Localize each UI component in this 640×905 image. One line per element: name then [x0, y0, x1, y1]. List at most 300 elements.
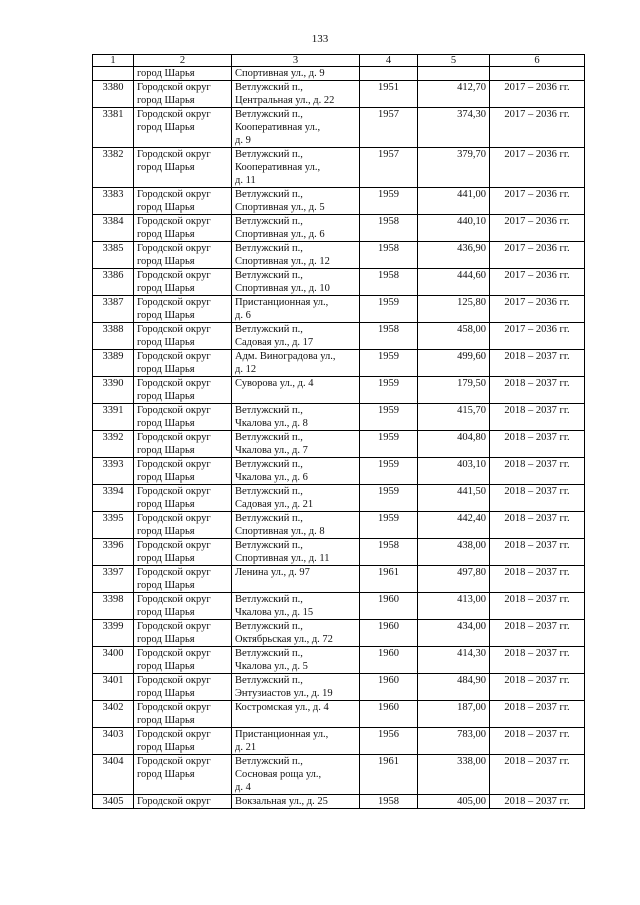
- area-cell: 187,00: [418, 701, 490, 728]
- row-number: 3405: [93, 795, 134, 809]
- table-row: [93, 795, 585, 809]
- period-cell: 2017 – 2036 гг.: [490, 108, 585, 148]
- address-cell-line: Спортивная ул., д. 11: [235, 553, 330, 564]
- period-cell: 2018 – 2037 гг.: [490, 728, 585, 755]
- row-number: 3401: [93, 674, 134, 701]
- period-cell: 2018 – 2037 гг.: [490, 539, 585, 566]
- address-cell: [232, 728, 360, 755]
- municipality-cell-line: Городской округ: [137, 324, 211, 335]
- year-cell: 1957: [360, 148, 418, 188]
- municipality-cell-line: Городской округ: [137, 621, 211, 632]
- address-cell-line: Октябрьская ул., д. 72: [235, 634, 333, 645]
- address-cell-line: Ветлужский п.,: [235, 540, 303, 551]
- address-cell-line: Спортивная ул., д. 9: [235, 68, 325, 79]
- municipality-cell: [134, 323, 232, 350]
- area-cell: 338,00: [418, 755, 490, 795]
- municipality-cell-line: Городской округ: [137, 405, 211, 416]
- municipality-cell-line: город Шарья: [137, 688, 195, 699]
- table-row: [93, 296, 585, 323]
- year-cell: 1958: [360, 795, 418, 809]
- address-cell-line: Ветлужский п.,: [235, 149, 303, 160]
- address-cell: [232, 566, 360, 593]
- area-cell: 405,00: [418, 795, 490, 809]
- address-cell-line: Костромская ул., д. 4: [235, 702, 329, 713]
- address-cell-line: Ветлужский п.,: [235, 756, 303, 767]
- municipality-cell-line: Городской округ: [137, 702, 211, 713]
- year-cell: [360, 67, 418, 81]
- table-row: [93, 728, 585, 755]
- municipality-cell-line: Городской округ: [137, 675, 211, 686]
- municipality-cell: [134, 148, 232, 188]
- table-row: [93, 215, 585, 242]
- row-number: 3384: [93, 215, 134, 242]
- row-number: 3391: [93, 404, 134, 431]
- header-cell: 1: [93, 55, 134, 67]
- address-cell-line: Ветлужский п.,: [235, 243, 303, 254]
- table-row: [93, 377, 585, 404]
- municipality-cell-line: Городской округ: [137, 540, 211, 551]
- municipality-cell: [134, 67, 232, 81]
- year-cell: 1958: [360, 269, 418, 296]
- row-number: 3397: [93, 566, 134, 593]
- municipality-cell-line: город Шарья: [137, 661, 195, 672]
- area-cell: 179,50: [418, 377, 490, 404]
- row-number: 3404: [93, 755, 134, 795]
- address-cell-line: Спортивная ул., д. 6: [235, 229, 325, 240]
- header-cell: 3: [232, 55, 360, 67]
- address-cell-line: Ветлужский п.,: [235, 486, 303, 497]
- table-row: [93, 593, 585, 620]
- area-cell: 125,80: [418, 296, 490, 323]
- municipality-cell-line: Городской округ: [137, 378, 211, 389]
- municipality-cell-line: Городской округ: [137, 189, 211, 200]
- year-cell: 1960: [360, 674, 418, 701]
- address-cell: [232, 350, 360, 377]
- year-cell: 1956: [360, 728, 418, 755]
- municipality-cell-line: Городской округ: [137, 567, 211, 578]
- address-cell-line: д. 21: [235, 742, 257, 753]
- address-cell-line: Пристанционная ул.,: [235, 729, 329, 740]
- address-cell-line: Ветлужский п.,: [235, 216, 303, 227]
- address-cell-line: Чкалова ул., д. 8: [235, 418, 308, 429]
- period-cell: 2017 – 2036 гг.: [490, 269, 585, 296]
- area-cell: 436,90: [418, 242, 490, 269]
- header-cell: 5: [418, 55, 490, 67]
- table-row: [93, 674, 585, 701]
- area-cell: 379,70: [418, 148, 490, 188]
- municipality-cell-line: Городской округ: [137, 459, 211, 470]
- address-cell-line: Ветлужский п.,: [235, 270, 303, 281]
- address-cell: [232, 67, 360, 81]
- table-row: [93, 148, 585, 188]
- header-row: [93, 55, 585, 67]
- municipality-cell-line: город Шарья: [137, 445, 195, 456]
- row-number: 3389: [93, 350, 134, 377]
- year-cell: 1958: [360, 242, 418, 269]
- municipality-cell-line: Городской округ: [137, 82, 211, 93]
- row-number: 3380: [93, 81, 134, 108]
- address-cell: [232, 512, 360, 539]
- table-row: [93, 404, 585, 431]
- address-cell-line: Чкалова ул., д. 5: [235, 661, 308, 672]
- area-cell: 374,30: [418, 108, 490, 148]
- address-cell-line: Спортивная ул., д. 8: [235, 526, 325, 537]
- area-cell: 441,00: [418, 188, 490, 215]
- municipality-cell-line: город Шарья: [137, 256, 195, 267]
- municipality-cell-line: город Шарья: [137, 472, 195, 483]
- municipality-cell-line: Городской округ: [137, 594, 211, 605]
- municipality-cell: [134, 566, 232, 593]
- address-cell-line: Вокзальная ул., д. 25: [235, 796, 328, 807]
- address-cell-line: Кооперативная ул.,: [235, 162, 321, 173]
- address-cell: [232, 323, 360, 350]
- address-cell: [232, 242, 360, 269]
- address-cell: [232, 404, 360, 431]
- area-cell: 414,30: [418, 647, 490, 674]
- municipality-cell-line: Городской округ: [137, 109, 211, 120]
- row-number: 3383: [93, 188, 134, 215]
- municipality-cell-line: город Шарья: [137, 634, 195, 645]
- municipality-cell-line: город Шарья: [137, 715, 195, 726]
- address-cell-line: д. 11: [235, 175, 256, 186]
- municipality-cell: [134, 108, 232, 148]
- municipality-cell-line: город Шарья: [137, 68, 195, 79]
- period-cell: 2018 – 2037 гг.: [490, 566, 585, 593]
- address-cell-line: Ветлужский п.,: [235, 621, 303, 632]
- municipality-cell: [134, 242, 232, 269]
- address-cell: [232, 296, 360, 323]
- address-cell-line: Ветлужский п.,: [235, 459, 303, 470]
- year-cell: 1959: [360, 296, 418, 323]
- row-number: [93, 67, 134, 81]
- municipality-cell-line: город Шарья: [137, 526, 195, 537]
- period-cell: 2018 – 2037 гг.: [490, 647, 585, 674]
- row-number: 3396: [93, 539, 134, 566]
- municipality-cell: [134, 539, 232, 566]
- address-cell-line: Пристанционная ул.,: [235, 297, 329, 308]
- address-cell-line: Спортивная ул., д. 10: [235, 283, 330, 294]
- table-row: [93, 458, 585, 485]
- municipality-cell-line: город Шарья: [137, 310, 195, 321]
- row-number: 3390: [93, 377, 134, 404]
- table-row: [93, 269, 585, 296]
- municipality-cell: [134, 674, 232, 701]
- municipality-cell-line: город Шарья: [137, 742, 195, 753]
- period-cell: 2017 – 2036 гг.: [490, 215, 585, 242]
- address-cell-line: Садовая ул., д. 17: [235, 337, 314, 348]
- address-cell-line: Адм. Виноградова ул.,: [235, 351, 336, 362]
- address-cell: [232, 377, 360, 404]
- municipality-cell-line: город Шарья: [137, 229, 195, 240]
- header-cell: 2: [134, 55, 232, 67]
- municipality-cell: [134, 269, 232, 296]
- period-cell: 2018 – 2037 гг.: [490, 674, 585, 701]
- table-row: [93, 350, 585, 377]
- period-cell: 2018 – 2037 гг.: [490, 485, 585, 512]
- municipality-cell-line: Городской округ: [137, 729, 211, 740]
- row-number: 3381: [93, 108, 134, 148]
- period-cell: 2017 – 2036 гг.: [490, 242, 585, 269]
- address-cell: [232, 458, 360, 485]
- period-cell: 2018 – 2037 гг.: [490, 755, 585, 795]
- row-number: 3393: [93, 458, 134, 485]
- address-cell: [232, 647, 360, 674]
- row-number: 3382: [93, 148, 134, 188]
- year-cell: 1959: [360, 377, 418, 404]
- address-cell: [232, 81, 360, 108]
- municipality-cell-line: Городской округ: [137, 270, 211, 281]
- address-cell-line: Ветлужский п.,: [235, 513, 303, 524]
- address-cell: [232, 431, 360, 458]
- year-cell: 1959: [360, 350, 418, 377]
- row-number: 3395: [93, 512, 134, 539]
- table-row: [93, 108, 585, 148]
- year-cell: 1960: [360, 593, 418, 620]
- year-cell: 1951: [360, 81, 418, 108]
- municipality-cell: [134, 728, 232, 755]
- address-cell-line: Спортивная ул., д. 5: [235, 202, 325, 213]
- municipality-cell-line: Городской округ: [137, 648, 211, 659]
- municipality-cell-line: город Шарья: [137, 337, 195, 348]
- address-cell-line: Ветлужский п.,: [235, 675, 303, 686]
- table-row: [93, 755, 585, 795]
- area-cell: 499,60: [418, 350, 490, 377]
- municipality-cell-line: город Шарья: [137, 499, 195, 510]
- address-cell-line: Кооперативная ул.,: [235, 122, 321, 133]
- address-cell-line: Садовая ул., д. 21: [235, 499, 314, 510]
- period-cell: 2018 – 2037 гг.: [490, 701, 585, 728]
- address-cell: [232, 108, 360, 148]
- municipality-cell: [134, 188, 232, 215]
- area-cell: 442,40: [418, 512, 490, 539]
- year-cell: 1958: [360, 323, 418, 350]
- area-cell: 441,50: [418, 485, 490, 512]
- year-cell: 1958: [360, 539, 418, 566]
- address-cell: [232, 215, 360, 242]
- municipality-cell-line: Городской округ: [137, 243, 211, 254]
- municipality-cell: [134, 701, 232, 728]
- municipality-cell: [134, 795, 232, 809]
- table-row: [93, 620, 585, 647]
- municipality-cell-line: Городской округ: [137, 486, 211, 497]
- municipality-cell: [134, 296, 232, 323]
- area-cell: 403,10: [418, 458, 490, 485]
- area-cell: 412,70: [418, 81, 490, 108]
- address-cell-line: Суворова ул., д. 4: [235, 378, 314, 389]
- row-number: 3398: [93, 593, 134, 620]
- address-cell-line: Центральная ул., д. 22: [235, 95, 335, 106]
- municipality-cell: [134, 458, 232, 485]
- area-cell: 444,60: [418, 269, 490, 296]
- area-cell: 783,00: [418, 728, 490, 755]
- period-cell: 2018 – 2037 гг.: [490, 512, 585, 539]
- address-cell-line: Ветлужский п.,: [235, 324, 303, 335]
- area-cell: 415,70: [418, 404, 490, 431]
- area-cell: 458,00: [418, 323, 490, 350]
- period-cell: 2018 – 2037 гг.: [490, 404, 585, 431]
- address-cell-line: Чкалова ул., д. 6: [235, 472, 308, 483]
- address-cell-line: Ветлужский п.,: [235, 405, 303, 416]
- municipality-cell-line: Городской округ: [137, 513, 211, 524]
- year-cell: 1959: [360, 485, 418, 512]
- table-row: [93, 485, 585, 512]
- address-cell-line: Чкалова ул., д. 15: [235, 607, 314, 618]
- address-cell: [232, 539, 360, 566]
- table-row: [93, 701, 585, 728]
- period-cell: 2017 – 2036 гг.: [490, 323, 585, 350]
- address-cell-line: Ленина ул., д. 97: [235, 567, 310, 578]
- address-cell: [232, 188, 360, 215]
- area-cell: 438,00: [418, 539, 490, 566]
- address-cell-line: Энтузиастов ул., д. 19: [235, 688, 333, 699]
- period-cell: 2018 – 2037 гг.: [490, 620, 585, 647]
- address-cell: [232, 620, 360, 647]
- year-cell: 1959: [360, 404, 418, 431]
- period-cell: 2018 – 2037 гг.: [490, 431, 585, 458]
- row-number: 3402: [93, 701, 134, 728]
- table-row: [93, 431, 585, 458]
- address-cell-line: д. 12: [235, 364, 257, 375]
- address-cell-line: д. 4: [235, 782, 251, 793]
- row-number: 3394: [93, 485, 134, 512]
- area-cell: 413,00: [418, 593, 490, 620]
- municipality-cell: [134, 485, 232, 512]
- area-cell: 497,80: [418, 566, 490, 593]
- year-cell: 1959: [360, 188, 418, 215]
- municipality-cell-line: город Шарья: [137, 391, 195, 402]
- table-row: [93, 539, 585, 566]
- row-number: 3386: [93, 269, 134, 296]
- municipality-cell-line: город Шарья: [137, 364, 195, 375]
- table-row: [93, 81, 585, 108]
- address-cell-line: Ветлужский п.,: [235, 82, 303, 93]
- table-row: [93, 188, 585, 215]
- period-cell: 2017 – 2036 гг.: [490, 81, 585, 108]
- area-cell: 404,80: [418, 431, 490, 458]
- address-cell-line: Ветлужский п.,: [235, 109, 303, 120]
- year-cell: 1958: [360, 215, 418, 242]
- period-cell: 2018 – 2037 гг.: [490, 593, 585, 620]
- year-cell: 1959: [360, 431, 418, 458]
- table-row: [93, 242, 585, 269]
- year-cell: 1961: [360, 755, 418, 795]
- header-cell: 4: [360, 55, 418, 67]
- year-cell: 1960: [360, 620, 418, 647]
- period-cell: 2018 – 2037 гг.: [490, 377, 585, 404]
- address-cell: [232, 755, 360, 795]
- row-number: 3392: [93, 431, 134, 458]
- address-cell: [232, 269, 360, 296]
- period-cell: 2017 – 2036 гг.: [490, 188, 585, 215]
- year-cell: 1960: [360, 701, 418, 728]
- address-cell: [232, 485, 360, 512]
- area-cell: [418, 67, 490, 81]
- registry-table: [92, 54, 585, 809]
- municipality-cell-line: город Шарья: [137, 95, 195, 106]
- period-cell: 2018 – 2037 гг.: [490, 795, 585, 809]
- area-cell: 440,10: [418, 215, 490, 242]
- address-cell: [232, 593, 360, 620]
- year-cell: 1959: [360, 458, 418, 485]
- row-number: 3385: [93, 242, 134, 269]
- period-cell: [490, 67, 585, 81]
- municipality-cell: [134, 215, 232, 242]
- municipality-cell: [134, 431, 232, 458]
- municipality-cell: [134, 620, 232, 647]
- year-cell: 1961: [360, 566, 418, 593]
- table-row: [93, 67, 585, 81]
- table-row: [93, 647, 585, 674]
- period-cell: 2018 – 2037 гг.: [490, 350, 585, 377]
- address-cell: [232, 148, 360, 188]
- municipality-cell-line: Городской округ: [137, 432, 211, 443]
- year-cell: 1959: [360, 512, 418, 539]
- address-cell-line: Ветлужский п.,: [235, 189, 303, 200]
- municipality-cell-line: Городской округ: [137, 796, 211, 807]
- municipality-cell: [134, 512, 232, 539]
- area-cell: 484,90: [418, 674, 490, 701]
- municipality-cell-line: Городской округ: [137, 297, 211, 308]
- address-cell-line: д. 6: [235, 310, 251, 321]
- municipality-cell: [134, 377, 232, 404]
- municipality-cell-line: город Шарья: [137, 162, 195, 173]
- address-cell-line: Чкалова ул., д. 7: [235, 445, 308, 456]
- municipality-cell: [134, 647, 232, 674]
- row-number: 3400: [93, 647, 134, 674]
- municipality-cell-line: Городской округ: [137, 216, 211, 227]
- year-cell: 1960: [360, 647, 418, 674]
- municipality-cell: [134, 404, 232, 431]
- address-cell: [232, 701, 360, 728]
- address-cell-line: Ветлужский п.,: [235, 648, 303, 659]
- header-cell: 6: [490, 55, 585, 67]
- municipality-cell-line: город Шарья: [137, 553, 195, 564]
- row-number: 3399: [93, 620, 134, 647]
- row-number: 3388: [93, 323, 134, 350]
- address-cell-line: Сосновая роща ул.,: [235, 769, 322, 780]
- address-cell-line: Ветлужский п.,: [235, 594, 303, 605]
- area-cell: 434,00: [418, 620, 490, 647]
- address-cell: [232, 795, 360, 809]
- municipality-cell: [134, 755, 232, 795]
- address-cell-line: д. 9: [235, 135, 251, 146]
- municipality-cell-line: Городской округ: [137, 351, 211, 362]
- row-number: 3403: [93, 728, 134, 755]
- address-cell: [232, 674, 360, 701]
- municipality-cell-line: город Шарья: [137, 122, 195, 133]
- municipality-cell-line: город Шарья: [137, 418, 195, 429]
- municipality-cell: [134, 81, 232, 108]
- page-number: 133: [311, 33, 329, 45]
- table-row: [93, 512, 585, 539]
- table-row: [93, 566, 585, 593]
- municipality-cell-line: Городской округ: [137, 149, 211, 160]
- municipality-cell-line: город Шарья: [137, 607, 195, 618]
- municipality-cell-line: город Шарья: [137, 580, 195, 591]
- municipality-cell-line: город Шарья: [137, 283, 195, 294]
- table-row: [93, 323, 585, 350]
- row-number: 3387: [93, 296, 134, 323]
- address-cell-line: Ветлужский п.,: [235, 432, 303, 443]
- year-cell: 1957: [360, 108, 418, 148]
- address-cell-line: Спортивная ул., д. 12: [235, 256, 330, 267]
- municipality-cell: [134, 593, 232, 620]
- municipality-cell-line: город Шарья: [137, 769, 195, 780]
- period-cell: 2017 – 2036 гг.: [490, 296, 585, 323]
- period-cell: 2018 – 2037 гг.: [490, 458, 585, 485]
- period-cell: 2017 – 2036 гг.: [490, 148, 585, 188]
- municipality-cell-line: Городской округ: [137, 756, 211, 767]
